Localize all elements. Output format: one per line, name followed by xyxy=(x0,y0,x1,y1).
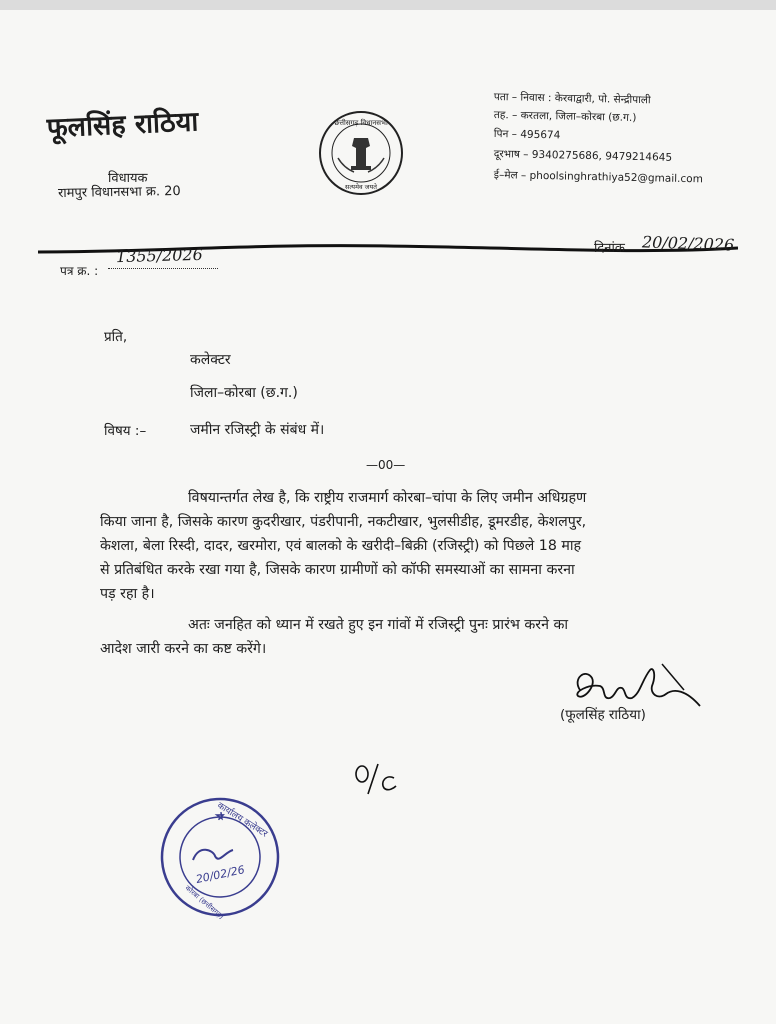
paragraph-1-line: किया जाना है, जिसके कारण कुदरीखार, पंडरीपानी, नकटीखार, भुलसीडीह, डूमरडीह, केशलपुर, xyxy=(100,514,587,530)
date-label: दिनांक xyxy=(594,241,625,256)
office-stamp-icon xyxy=(155,792,285,922)
emblem-top-text: छत्तीसगढ़ विधानसभा xyxy=(334,119,388,127)
emblem-bottom-text: सत्यमेव जयते xyxy=(345,183,377,191)
letter-number-underline xyxy=(108,268,218,269)
addressee-line-1: कलेक्टर xyxy=(190,352,231,368)
address-line-5: ई–मेल – phoolsinghrathiya52@gmail.com xyxy=(493,168,703,186)
address-line-4: दूरभाष – 9340275686, 9479214645 xyxy=(493,147,673,164)
letter-number-label: पत्र क्र. : xyxy=(60,264,99,278)
top-edge xyxy=(0,0,776,10)
subject-text: जमीन रजिस्ट्री के संबंध में। xyxy=(190,422,325,438)
addressee-line-2: जिला–कोरबा (छ.ग.) xyxy=(190,385,298,401)
paragraph-1 xyxy=(100,486,680,606)
address-line-3: पिन – 495674 xyxy=(493,127,561,142)
letter-number-value: 1355/2026 xyxy=(115,244,204,267)
letter-page xyxy=(0,10,776,1024)
paragraph-1-line: से प्रतिबंधित करके रखा गया है, जिसके कारण ग्रामीणों को कॉफी समस्याओं का सामना करना xyxy=(100,562,575,578)
paragraph-1-line: केशला, बेला रिस्दी, दादर, खरमोरा, एवं बालको के खरीदी–बिक्री (रजिस्ट्री) को पिछले 18 माह xyxy=(100,538,582,554)
state-emblem-icon xyxy=(318,110,404,196)
sender-name: फूलसिंह राठिया xyxy=(46,106,199,144)
address-line-2: तह. – करतला, जिला–कोरबा (छ.ग.) xyxy=(493,108,637,124)
stamp-top-text: कार्यालय कलेक्टर xyxy=(215,800,269,840)
paragraph-1-line: विषयान्तर्गत लेख है, कि राष्ट्रीय राजमार्ग कोरबा–चांपा के लिए जमीन अधिग्रहण xyxy=(188,490,587,506)
salutation: प्रति, xyxy=(104,329,128,345)
address-line-1: पता – निवास : केरवाद्वारी, पो. सेन्द्रीपाली xyxy=(493,90,651,107)
subject-label: विषय :– xyxy=(104,423,147,439)
paragraph-2-line: अतः जनहित को ध्यान में रखते हुए इन गांवों में रजिस्ट्री पुनः प्रारंभ करने का xyxy=(188,617,569,633)
paragraph-2-line: आदेश जारी करने का कष्ट करेंगे। xyxy=(100,641,267,657)
section-divider: —00— xyxy=(366,458,406,472)
sender-designation: विधायक xyxy=(108,171,148,186)
paragraph-1-line: पड़ रहा है। xyxy=(100,586,155,602)
date-value: 20/02/2026 xyxy=(641,232,735,255)
stamp-date: 20/02/26 xyxy=(194,863,246,887)
closing-name: (फूलसिंह राठिया) xyxy=(560,707,646,723)
stamp-bottom-text: कोरबा (छत्तीसगढ़) xyxy=(183,884,226,921)
sender-constituency: रामपुर विधानसभा क्र. 20 xyxy=(57,183,181,202)
paragraph-2 xyxy=(100,613,680,661)
handwritten-note-icon xyxy=(352,762,402,798)
